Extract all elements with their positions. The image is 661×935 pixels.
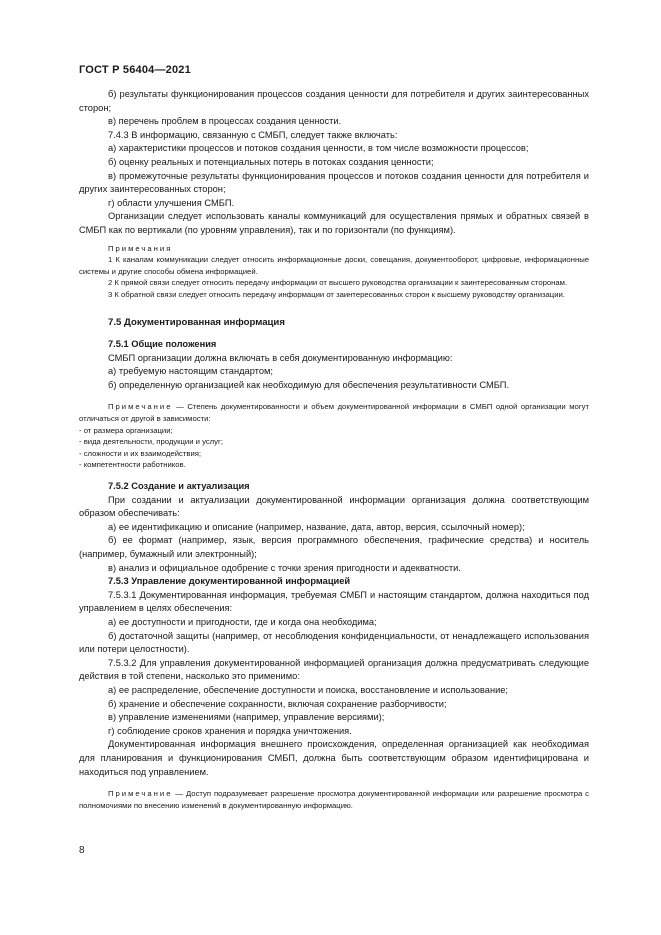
section-heading-7-5-2: 7.5.2 Создание и актуализация (108, 481, 250, 492)
clause-7-5-3-1: 7.5.3.1 Документированная информация, требуемая СМБП и настоящим стандартом, должна находиться под управлением в целях обеспечения: (79, 589, 589, 614)
note-label: Примечание (108, 402, 173, 412)
section-heading-7-5-3: 7.5.3 Управление документированной информацией (108, 576, 351, 587)
section-heading-7-5: 7.5 Документированная информация (108, 316, 285, 328)
list-item: в) анализ и официальное одобрение с точки зрения пригодности и адекватности. (108, 562, 461, 573)
paragraph: Документированная информация внешнего происхождения, определенная организацией как необходимая для планирования и функционирования СМБП, должна быть соответствующим образом идентифицирована и находиться под управлением. (79, 739, 589, 777)
note-label: Примечание (108, 789, 173, 799)
list-item: г) области улучшения СМБП. (108, 197, 235, 208)
list-item: б) определенную организацией как необходимую для обеспечения результативности СМБП. (108, 379, 510, 390)
notes-title: Примечания (108, 243, 173, 253)
page-number: 8 (79, 845, 85, 856)
paragraph: СМБП организации должна включать в себя документированную информацию: (108, 352, 453, 363)
note-item: 2 К прямой связи следует относить передачу информации от высшего руководства организации к заинтересованным сторонам. (108, 278, 568, 288)
document-code-header: ГОСТ Р 56404—2021 (79, 64, 191, 76)
list-item: а) ее доступности и пригодности, где и когда она необходима; (108, 616, 377, 627)
paragraph: Организации следует использовать каналы коммуникаций для осуществления прямых и обратных связей в СМБП как по вертикали (по уровням управления), так и по горизонтали (по функциям). (79, 211, 589, 235)
list-item: в) перечень проблем в процессах создания ценности. (108, 116, 342, 127)
note-text: — Степень документированности и объем документированной информации в СМБП одной организации могут отличаться от другой в зависимости: (79, 402, 589, 424)
list-item: а) требуемую настоящим стандартом; (108, 366, 273, 377)
list-item: б) хранение и обеспечение сохранности, включая сохранение разборчивости; (108, 698, 447, 709)
note-item: 3 К обратной связи следует относить передачу информации от заинтересованных сторон к высшему руководству организации. (108, 289, 565, 299)
note-list-item: - вида деятельности, продукции и услуг; (79, 437, 223, 447)
note-paragraph (79, 401, 589, 424)
list-item: б) достаточной защиты (например, от несоблюдения конфиденциальности, от ненадлежащего использования или потери целостности). (79, 630, 589, 655)
paragraph: При создании и актуализации документированной информации организация должна соответствующим образом обеспечивать: (79, 494, 589, 519)
list-item: в) управление изменениями (например, управление версиями); (108, 712, 385, 723)
note-item: 1 К каналам коммуникации следует относить информационные доски, совещания, документооборот, цифровые, информационные системы и другие способы обмена информацией. (79, 255, 589, 276)
list-item: а) ее идентификацию и описание (например, название, дата, автор, версия, ссылочный номер); (108, 521, 525, 532)
note-paragraph (79, 788, 589, 811)
list-item: б) ее формат (например, язык, версия программного обеспечения, графические средства) и носитель (например, бумажный или электронный); (79, 535, 589, 559)
clause-7-5-3-2: 7.5.3.2 Для управления документированной информацией организация должна предусматривать следующие действия в той степени, насколько это применимо: (79, 657, 589, 682)
list-item: а) ее распределение, обеспечение доступности и поиска, восстановление и использование; (108, 684, 509, 695)
clause-7-4-3: 7.4.3 В информацию, связанную с СМБП, следует также включать: (108, 129, 398, 140)
list-item: г) соблюдение сроков хранения и порядка уничтожения. (108, 725, 352, 736)
note-list-item: - компетентности работников. (79, 460, 186, 470)
section-heading-7-5-1: 7.5.1 Общие положения (108, 339, 217, 350)
list-item: а) характеристики процессов и потоков создания ценности, в том числе возможности процессов; (108, 143, 529, 154)
note-list-item: - сложности и их взаимодействия; (79, 448, 202, 458)
list-item: в) промежуточные результаты функционирования процессов и потоков создания ценности для потребителя и других заинтересованных сторон; (79, 170, 589, 195)
list-item: б) оценку реальных и потенциальных потерь в потоках создания ценности; (108, 156, 434, 167)
note-list-item: - от размера организации; (79, 425, 173, 435)
list-item: б) результаты функционирования процессов создания ценности для потребителя и других заинтересованных сторон; (79, 89, 589, 113)
note-text: — Доступ подразумевает разрешение просмотра документированной информации или разрешение просмотра с полномочиями по внесению изменений в документированную информацию. (79, 789, 589, 810)
page-content (79, 88, 589, 811)
